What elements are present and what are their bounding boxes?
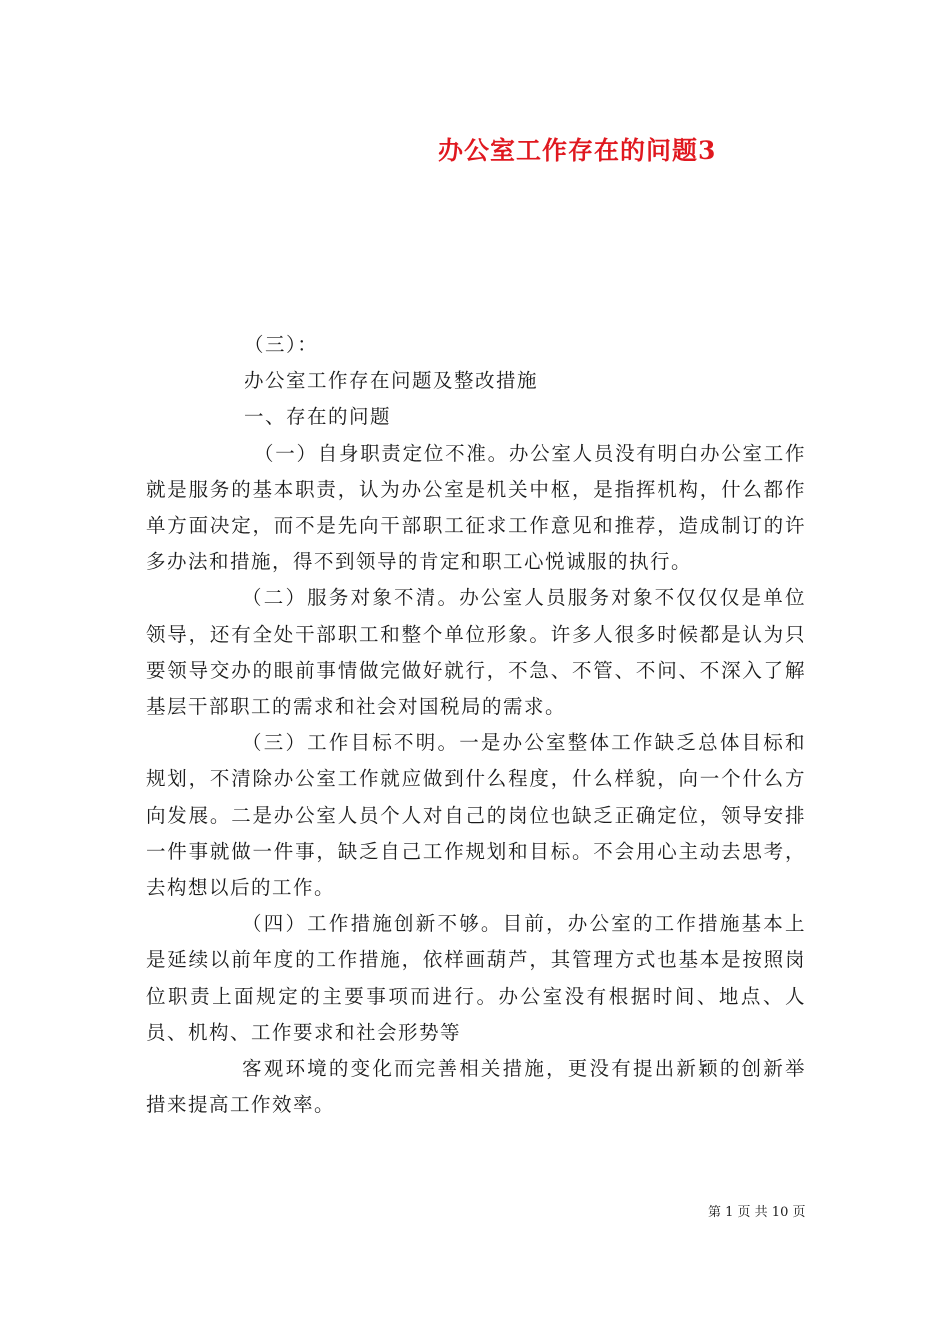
paragraph-item-3: （三）工作目标不明。一是办公室整体工作缺乏总体目标和规划，不清除办公室工作就应做到什么程度，什么样貌，向一个什么方向发展。二是办公室人员个人对自己的岗位也缺乏正确定位，领导安排一件事就做一件事，缺乏自己工作规划和目标。不会用心主动去思考，去构想以后的工作。 (146, 731, 806, 900)
page-number: 第 1 页 共 10 页 (708, 1205, 806, 1220)
paragraph-item-4: （四）工作措施创新不够。目前，办公室的工作措施基本上是延续以前年度的工作措施，依样画葫芦，其管理方式也基本是按照岗位职责上面规定的主要事项而进行。办公室没有根据时间、地点、人员、机构、工作要求和社会形势等 (146, 912, 806, 1044)
subsection-heading: 一、存在的问题 (244, 405, 392, 429)
paragraph-item-2: （二）服务对象不清。办公室人员服务对象不仅仅仅是单位领导，还有全处干部职工和整个单位形象。许多人很多时候都是认为只要领导交办的眼前事情做完做好就行，不急、不管、不问、不深入了解基层干部职工的需求和社会对国税局的需求。 (146, 586, 806, 719)
paragraph-item-1: （一）自身职责定位不准。办公室人员没有明白办公室工作就是服务的基本职责，认为办公室是机关中枢，是指挥机构，什么都作单方面决定，而不是先向干部职工征求工作意见和推荐，造成制订的许多办法和措施，得不到领导的肯定和职工心悦诚服的执行。 (146, 441, 806, 574)
document-title: 办公室工作存在的问题3 (438, 136, 717, 165)
document-body (146, 327, 806, 1123)
section-heading: 办公室工作存在问题及整改措施 (244, 369, 539, 393)
section-label: （三）： (244, 333, 319, 356)
paragraph-continuation: 客观环境的变化而完善相关措施，更没有提出新颖的创新举措来提高工作效率。 (146, 1057, 806, 1117)
